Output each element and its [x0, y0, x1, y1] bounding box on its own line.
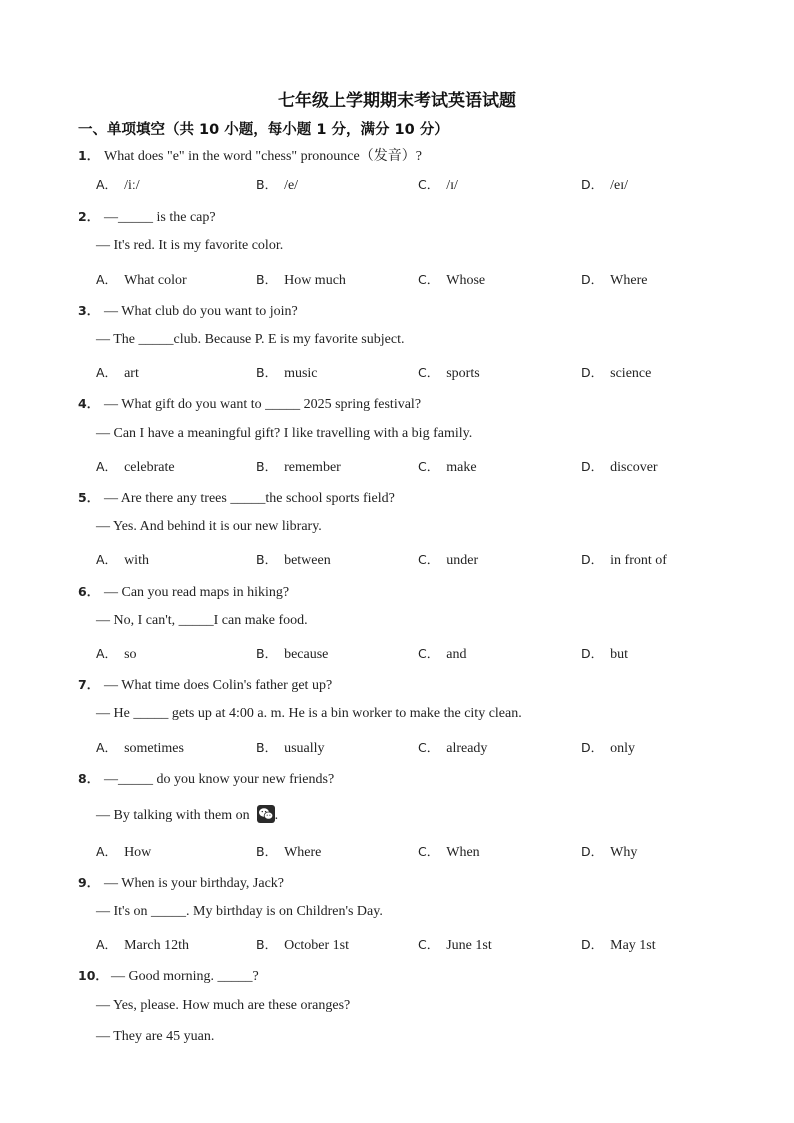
- answer-option: [418, 644, 466, 663]
- answer-option: [256, 842, 321, 861]
- answer-option: [96, 842, 151, 861]
- answer-option: [418, 270, 485, 289]
- option-text: /iː/: [124, 178, 140, 193]
- option-letter: B．: [256, 937, 278, 952]
- dialogue-line: [96, 805, 278, 824]
- dialogue-line: [96, 1029, 214, 1045]
- dialogue-text: — The _____club. Because P. E is my favorite subject.: [96, 332, 405, 347]
- option-letter: C．: [418, 177, 440, 192]
- question-number: 10．: [78, 968, 108, 983]
- option-letter: A．: [96, 937, 118, 952]
- page-title: 七年级上学期期末考试英语试题: [278, 91, 516, 111]
- answer-option: [96, 644, 137, 663]
- question-stem: [78, 488, 395, 507]
- option-text: music: [284, 366, 318, 381]
- question-number: 3．: [78, 303, 100, 318]
- sentence-period: .: [274, 808, 279, 823]
- option-text: science: [610, 366, 652, 381]
- option-text: with: [124, 553, 149, 568]
- option-letter: B．: [256, 844, 278, 859]
- option-text: How: [124, 845, 152, 860]
- question-number: 5．: [78, 490, 100, 505]
- question-number: 8．: [78, 771, 100, 786]
- question-text: — Can you read maps in hiking?: [104, 585, 290, 600]
- question-text: — Good morning. _____?: [111, 969, 259, 984]
- option-text: and: [446, 647, 467, 662]
- dialogue-line: [96, 706, 522, 722]
- answer-option: [418, 363, 480, 382]
- question-text: —_____ do you know your new friends?: [104, 772, 335, 787]
- dialogue-line: [96, 998, 350, 1014]
- option-letter: A．: [96, 177, 118, 192]
- option-text: /ɪ/: [446, 178, 458, 193]
- option-text: sometimes: [124, 741, 184, 756]
- answer-option: [581, 738, 635, 757]
- answer-option: [256, 935, 349, 954]
- option-text: What color: [124, 273, 187, 288]
- answer-option: [96, 935, 189, 954]
- option-text: celebrate: [124, 460, 175, 475]
- question-text: — What gift do you want to _____ 2025 spring festival?: [104, 397, 422, 412]
- dialogue-line: [96, 904, 383, 920]
- dialogue-text: — Can I have a meaningful gift? I like travelling with a big family.: [96, 426, 473, 441]
- dialogue-line: [96, 519, 322, 535]
- answer-option: [418, 842, 480, 861]
- option-text: usually: [284, 741, 325, 756]
- question-stem: [78, 394, 421, 413]
- answer-option: [96, 457, 175, 476]
- option-text: Where: [610, 273, 648, 288]
- option-text: under: [446, 553, 479, 568]
- answer-option: [581, 363, 651, 382]
- option-letter: A．: [96, 272, 118, 287]
- answer-option: [418, 457, 477, 476]
- option-letter: B．: [256, 272, 278, 287]
- option-text: When: [446, 845, 480, 860]
- question-text: — When is your birthday, Jack?: [104, 876, 285, 891]
- option-text: only: [610, 741, 636, 756]
- answer-option: [256, 457, 341, 476]
- option-text: /e/: [284, 178, 299, 193]
- option-letter: C．: [418, 740, 440, 755]
- option-text: but: [610, 647, 629, 662]
- answer-option: [581, 644, 628, 663]
- answer-option: [256, 738, 325, 757]
- option-letter: C．: [418, 365, 440, 380]
- option-letter: D．: [581, 646, 604, 661]
- dialogue-line: [96, 238, 283, 254]
- option-letter: A．: [96, 552, 118, 567]
- option-text: How much: [284, 273, 346, 288]
- question-stem: [78, 769, 334, 788]
- option-text: remember: [284, 460, 341, 475]
- option-text: /eɪ/: [610, 178, 629, 193]
- question-number: 7．: [78, 677, 100, 692]
- question-stem: [78, 145, 422, 165]
- option-text: so: [124, 647, 137, 662]
- answer-option: [256, 550, 331, 569]
- section-heading: 一、单项填空（共 10 小题，每小题 1 分，满分 10 分）: [78, 122, 449, 138]
- option-text: May 1st: [610, 938, 656, 953]
- option-letter: A．: [96, 459, 118, 474]
- answer-option: [256, 363, 318, 382]
- answer-option: [418, 550, 478, 569]
- answer-option: [581, 270, 647, 289]
- option-text: Why: [610, 845, 638, 860]
- dialogue-text: — It's red. It is my favorite color.: [96, 238, 284, 253]
- answer-option: [256, 644, 328, 663]
- option-text: discover: [610, 460, 658, 475]
- question-stem: [78, 207, 216, 226]
- answer-option: [96, 738, 184, 757]
- option-letter: C．: [418, 459, 440, 474]
- dialogue-text: — He _____ gets up at 4:00 a. m. He is a bin worker to make the city clean.: [96, 706, 522, 721]
- question-stem: [78, 873, 284, 892]
- dialogue-text: — By talking with them on: [96, 808, 250, 823]
- question-number: 4．: [78, 396, 100, 411]
- option-letter: B．: [256, 552, 278, 567]
- option-letter: C．: [418, 937, 440, 952]
- option-letter: D．: [581, 272, 604, 287]
- option-letter: B．: [256, 646, 278, 661]
- option-letter: D．: [581, 740, 604, 755]
- option-letter: C．: [418, 646, 440, 661]
- option-text: Where: [284, 845, 322, 860]
- option-letter: D．: [581, 937, 604, 952]
- option-letter: C．: [418, 844, 440, 859]
- answer-option: [581, 935, 656, 954]
- option-letter: D．: [581, 552, 604, 567]
- option-letter: D．: [581, 844, 604, 859]
- wechat-icon: [257, 805, 275, 823]
- question-number: 6．: [78, 584, 100, 599]
- question-number: 1．: [78, 148, 100, 163]
- answer-option: [256, 270, 346, 289]
- answer-option: [581, 842, 637, 861]
- answer-option: [418, 738, 487, 757]
- option-text: between: [284, 553, 331, 568]
- option-letter: C．: [418, 552, 440, 567]
- question-stem: [78, 582, 289, 601]
- dialogue-text: — No, I can't, _____I can make food.: [96, 613, 308, 628]
- dialogue-text: — Yes, please. How much are these oranges?: [96, 998, 351, 1013]
- option-letter: B．: [256, 177, 278, 192]
- option-letter: D．: [581, 459, 604, 474]
- answer-option: [96, 550, 149, 569]
- dialogue-text: — They are 45 yuan.: [96, 1029, 215, 1044]
- answer-option: [96, 363, 139, 382]
- dialogue-line: [96, 426, 472, 442]
- answer-option: [581, 457, 658, 476]
- option-text: in front of: [610, 553, 667, 568]
- question-stem: [78, 966, 259, 985]
- option-text: Whose: [446, 273, 486, 288]
- option-text: October 1st: [284, 938, 350, 953]
- option-text: March 12th: [124, 938, 189, 953]
- option-letter: B．: [256, 459, 278, 474]
- answer-option: [581, 175, 628, 194]
- option-text: art: [124, 366, 139, 381]
- option-text: sports: [446, 366, 480, 381]
- option-letter: B．: [256, 365, 278, 380]
- question-text: — What club do you want to join?: [104, 304, 298, 319]
- question-text: — Are there any trees _____the school sports field?: [104, 491, 395, 506]
- answer-option: [418, 175, 458, 194]
- answer-option: [581, 550, 667, 569]
- option-letter: C．: [418, 272, 440, 287]
- answer-option: [96, 175, 140, 194]
- question-text: — What time does Colin's father get up?: [104, 678, 333, 693]
- question-number: 2．: [78, 209, 100, 224]
- question-text: What does "e" in the word "chess" pronounce（发音）?: [104, 149, 422, 164]
- option-letter: D．: [581, 177, 604, 192]
- option-text: already: [446, 741, 488, 756]
- answer-option: [96, 270, 187, 289]
- question-stem: [78, 301, 298, 320]
- dialogue-text: — Yes. And behind it is our new library.: [96, 519, 322, 534]
- question-stem: [78, 675, 332, 694]
- answer-option: [256, 175, 298, 194]
- dialogue-text: — It's on _____. My birthday is on Children's Day.: [96, 904, 383, 919]
- option-letter: D．: [581, 365, 604, 380]
- option-letter: A．: [96, 646, 118, 661]
- question-number: 9．: [78, 875, 100, 890]
- dialogue-line: [96, 332, 404, 348]
- option-text: make: [446, 460, 477, 475]
- option-letter: A．: [96, 844, 118, 859]
- option-letter: A．: [96, 740, 118, 755]
- option-letter: A．: [96, 365, 118, 380]
- option-letter: B．: [256, 740, 278, 755]
- answer-option: [418, 935, 492, 954]
- question-text: —_____ is the cap?: [104, 210, 216, 225]
- option-text: because: [284, 647, 329, 662]
- dialogue-line: [96, 613, 308, 629]
- option-text: June 1st: [446, 938, 492, 953]
